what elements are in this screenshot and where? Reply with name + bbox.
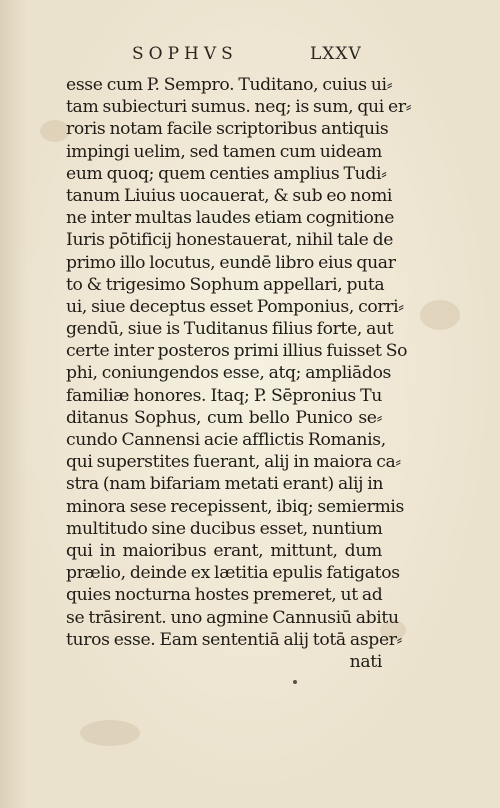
text-line: familiæ honores. Itaq; P. Sēpronius Tu — [66, 385, 382, 406]
text-line: gendū, siue is Tuditanus filius forte, aut — [66, 319, 394, 340]
text-line: esse cum P. Sempro. Tuditano, cuius ui⸗ — [66, 75, 393, 95]
body-text — [66, 74, 412, 673]
folio-number: LXXV — [310, 44, 362, 64]
text-line: qui in maioribus erant, mittunt, dum — [66, 540, 382, 561]
text-line: ditanus Sophus, cum bello Punico se⸗ — [66, 407, 382, 428]
text-line: to & trigesimo Sophum appellari, puta — [66, 274, 385, 295]
catchword: nati — [349, 651, 382, 672]
text-line: Iuris pōtificij honestauerat, nihil tale de — [66, 230, 394, 251]
text-line: se trāsirent. uno agmine Cannusiū abitu — [66, 607, 399, 628]
text-line: qui superstites fuerant, alij in maiora ca⸗ — [66, 452, 401, 473]
text-line: multitudo sine ducibus esset, nuntium — [66, 518, 383, 539]
text-line: cundo Cannensi acie afflictis Romanis, — [66, 430, 386, 450]
text-line: eum quoq; quem centies amplius Tudi⸗ — [66, 163, 387, 184]
text-line: ui, siue deceptus esset Pomponius, corri⸗ — [66, 296, 404, 317]
text-line: certe inter posteros primi illius fuisset So — [66, 341, 408, 362]
text-line: turos esse. Eam sententiā alij totā asper⸗ — [66, 629, 402, 650]
paper-stain — [80, 720, 140, 746]
text-line: roris notam facile scriptoribus antiquis — [66, 119, 389, 140]
text-line: tanum Liuius uocauerat, & sub eo nomi — [66, 185, 393, 206]
text-line: impingi uelim, sed tamen cum uideam — [66, 141, 382, 162]
paper-stain — [420, 300, 460, 330]
text-line: ne inter multas laudes etiam cognitione — [66, 208, 395, 229]
printer-mark — [293, 680, 297, 684]
running-header — [132, 44, 382, 70]
text-line: prælio, deinde ex lætitia epulis fatigatos — [66, 563, 400, 584]
text-line: tam subiecturi sumus. neq; is sum, qui er⸗ — [66, 97, 412, 118]
text-line: quies nocturna hostes premeret, ut ad — [66, 585, 383, 606]
text-line: primo illo locutus, eundē libro eius quar — [66, 252, 396, 273]
text-line: phi, coniungendos esse, atq; ampliādos — [66, 363, 392, 384]
running-title: SOPHVS — [132, 44, 238, 64]
text-line: stra (nam bifariam metati erant) alij in — [66, 474, 384, 495]
text-line: minora sese recepissent, ibiq; semiermis — [66, 496, 405, 517]
